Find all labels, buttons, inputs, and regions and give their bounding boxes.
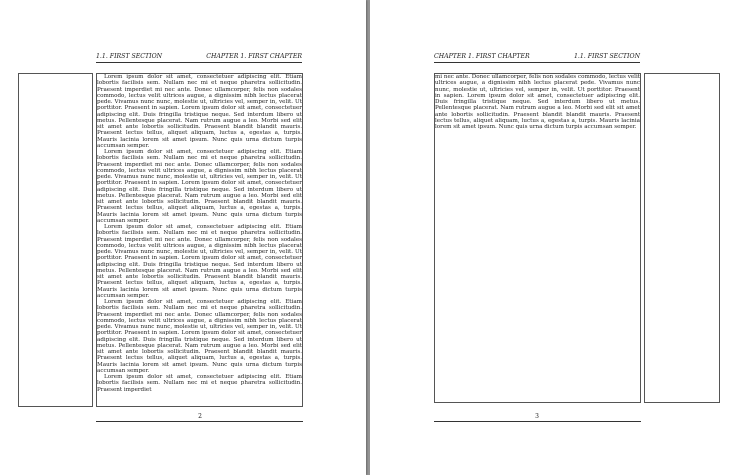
running-header (96, 52, 302, 63)
margin-note-frame (644, 73, 720, 403)
paragraph: Lorem ipsum dolor sit amet, consectetuer adipiscing elit. Etiam lobortis facilisis sem. Nullam nec mi et neque pharetra sollicitudin. Praesent imperdiet (97, 374, 302, 393)
page-number: 2 (198, 413, 202, 420)
paragraph: Lorem ipsum dolor sit amet, consectetuer adipiscing elit. Etiam lobortis facilisis sem. Nullam nec mi et neque pharetra sollicitudin. Praesent imperdiet mi nec ante. Donec ullamcorper, felis non sodales commodo, lectus velit ultrices augue, a dignissim nibh lectus placerat pede. Vivamus nunc nunc, molestie ut, ultricies vel, semper in, velit. Ut porttitor. Praesent in sapien. Lorem ipsum dolor sit amet, consectetuer adipiscing elit. Duis fringilla tristique neque. Sed interdum libero ut metus. Pellentesque placerat. Nam rutrum augue a leo. Morbi sed elit sit amet ante lobortis sollicitudin. Praesent blandit blandit mauris. Praesent lectus tellus, aliquet aliquam, luctus a, egestas a, turpis. Mauris lacinia lorem sit amet ipsum. Nunc quis urna dictum turpis accumsan semper. (97, 299, 302, 374)
page-number: 3 (535, 413, 539, 420)
paragraph: mi nec ante. Donec ullamcorper, felis non sodales commodo, lectus velit ultrices augue, a dignissim nibh lectus placerat pede. Vivamus nunc nunc, molestie ut, ultricies vel, semper in, velit. Ut porttitor. Praesent in sapien. Lorem ipsum dolor sit amet, consectetuer adipiscing elit. Duis fringilla tristique neque. Sed interdum libero ut metus. Pellentesque placerat. Nam rutrum augue a leo. Morbi sed elit sit amet ante lobortis sollicitudin. Praesent blandit blandit mauris. Praesent lectus tellus, aliquet aliquam, luctus a, egestas a, turpis. Mauris lacinia lorem sit amet ipsum. Nunc quis urna dictum turpis accumsan semper. (435, 74, 640, 130)
running-header (434, 52, 640, 63)
header-left-text: CHAPTER 1. FIRST CHAPTER (434, 53, 530, 60)
header-left-text: 1.1. FIRST SECTION (96, 53, 163, 60)
body-text (96, 74, 303, 406)
paragraph: Lorem ipsum dolor sit amet, consectetuer adipiscing elit. Etiam lobortis facilisis sem. Nullam nec mi et neque pharetra sollicitudin. Praesent imperdiet mi nec ante. Donec ullamcorper, felis non sodales commodo, lectus velit ultrices augue, a dignissim nibh lectus placerat pede. Vivamus nunc nunc, molestie ut, ultricies vel, semper in, velit. Ut porttitor. Praesent in sapien. Lorem ipsum dolor sit amet, consectetuer adipiscing elit. Duis fringilla tristique neque. Sed interdum libero ut metus. Pellentesque placerat. Nam rutrum augue a leo. Morbi sed elit sit amet ante lobortis sollicitudin. Praesent blandit blandit mauris. Praesent lectus tellus, aliquet aliquam, luctus a, egestas a, turpis. Mauris lacinia lorem sit amet ipsum. Nunc quis urna dictum turpis accumsan semper. (97, 74, 302, 149)
header-right-text: 1.1. FIRST SECTION (573, 53, 640, 60)
paragraph: Lorem ipsum dolor sit amet, consectetuer adipiscing elit. Etiam lobortis facilisis sem. Nullam nec mi et neque pharetra sollicitudin. Praesent imperdiet mi nec ante. Donec ullamcorper, felis non sodales commodo, lectus velit ultrices augue, a dignissim nibh lectus placerat pede. Vivamus nunc nunc, molestie ut, ultricies vel, semper in, velit. Ut porttitor. Praesent in sapien. Lorem ipsum dolor sit amet, consectetuer adipiscing elit. Duis fringilla tristique neque. Sed interdum libero ut metus. Pellentesque placerat. Nam rutrum augue a leo. Morbi sed elit sit amet ante lobortis sollicitudin. Praesent blandit blandit mauris. Praesent lectus tellus, aliquet aliquam, luctus a, egestas a, turpis. Mauris lacinia lorem sit amet ipsum. Nunc quis urna dictum turpis accumsan semper. (97, 149, 302, 224)
footer-rule (96, 421, 303, 422)
header-right-text: CHAPTER 1. FIRST CHAPTER (206, 53, 302, 60)
page-2 (0, 0, 366, 475)
paragraph: Lorem ipsum dolor sit amet, consectetuer adipiscing elit. Etiam lobortis facilisis sem. Nullam nec mi et neque pharetra sollicitudin. Praesent imperdiet mi nec ante. Donec ullamcorper, felis non sodales commodo, lectus velit ultrices augue, a dignissim nibh lectus placerat pede. Vivamus nunc nunc, molestie ut, ultricies vel, semper in, velit. Ut porttitor. Praesent in sapien. Lorem ipsum dolor sit amet, consectetuer adipiscing elit. Duis fringilla tristique neque. Sed interdum libero ut metus. Pellentesque placerat. Nam rutrum augue a leo. Morbi sed elit sit amet ante lobortis sollicitudin. Praesent blandit blandit mauris. Praesent lectus tellus, aliquet aliquam, luctus a, egestas a, turpis. Mauris lacinia lorem sit amet ipsum. Nunc quis urna dictum turpis accumsan semper. (97, 224, 302, 299)
page-3 (370, 0, 736, 475)
margin-note-frame (18, 73, 93, 407)
footer-rule (434, 421, 641, 422)
body-text (434, 74, 641, 402)
